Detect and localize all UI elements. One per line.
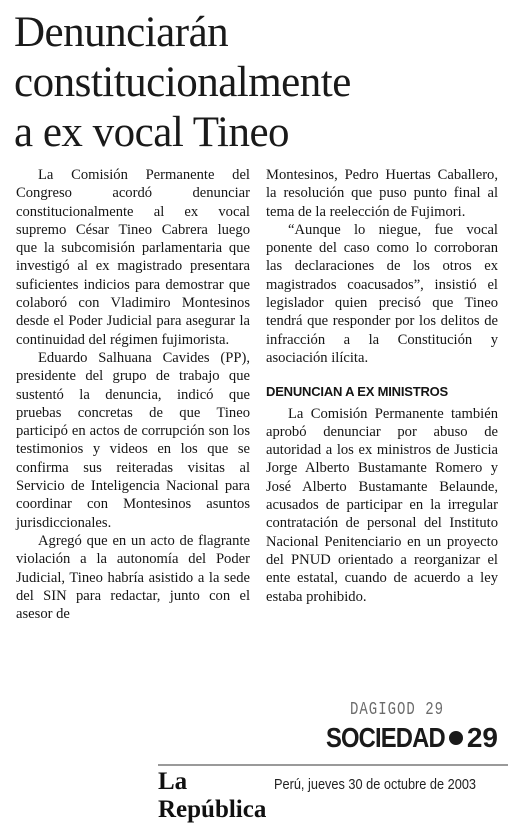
article-column-left xyxy=(16,166,250,623)
dateline: Perú, jueves 30 de octubre de 2003 xyxy=(274,776,477,793)
section-label xyxy=(305,722,498,754)
newspaper-footer xyxy=(158,764,508,823)
paragraph-5: La Comisión Permanente también aprobó denunciar por abuso de autoridad a los ex ministros de Justicia Jorge Alberto Bustamante Romero y José Alberto Bustamante Belaunde, acusados de participar en la irregular contratación de personal del Instituto Nacional Penitenciario en un proyecto del PNUD orientado a reorganizar el ente estatal, cuando de acuerdo a ley estaba prohibido. xyxy=(266,405,498,605)
bullet-dot-icon xyxy=(449,731,463,745)
headline-line-2: constitucionalmente xyxy=(14,59,351,106)
paragraph-3-continued: Montesinos, Pedro Huertas Caballero, la resolución que puso punto final al tema de la reelección de Fujimori. xyxy=(266,167,498,220)
headline-line-1: Denunciarán xyxy=(14,9,229,56)
paragraph-1: La Comisión Permanente del Congreso acordó denunciar constitucionalmente al ex vocal supremo César Tineo Cabrera luego que la subcomisión parlamentaria que investigó al ex magistrado presentara suficientes indicios para demostrar que colaboró con Vladimiro Montesinos desde el Poder Judicial para asegurar la continuidad del régimen fujimorista. xyxy=(16,167,250,348)
paragraph-2: Eduardo Salhuana Cavides (PP), presidente del grupo de trabajo que sustentó la denuncia, indicó que pruebas concretas de que Tineo participó en actos de corrupción son los testimonios y videos en los que se confirma sus reiteradas visitas al Servicio de Inteligencia Nacional para coordinar con Montesinos asuntos jurisdiccionales. xyxy=(16,349,250,531)
page-number: 29 xyxy=(466,722,498,753)
date-stamp: DAGIGOD 29 xyxy=(350,699,445,721)
paragraph-3: Agregó que en un acto de flagrante violación a la autonomía del Poder Judicial, Tineo habría asistido a la sede del SIN para redactar, junto con el asesor de xyxy=(16,532,250,623)
headline xyxy=(14,8,504,158)
newspaper-name: La República xyxy=(158,768,267,823)
section-name: SOCIEDAD xyxy=(326,722,445,753)
paragraph-4: “Aunque lo niegue, fue vocal ponente del caso como lo corroboran las declaraciones de los otros ex magistrados coacusados”, insistió el legislador quien precisó que Tineo tendrá que responder por los delitos de infracción a la Constitución y asociación ilícita. xyxy=(266,221,498,366)
subheading: DENUNCIAN A EX MINISTROS xyxy=(266,384,449,400)
headline-line-3: a ex vocal Tineo xyxy=(14,109,290,156)
article-column-right xyxy=(266,166,498,606)
